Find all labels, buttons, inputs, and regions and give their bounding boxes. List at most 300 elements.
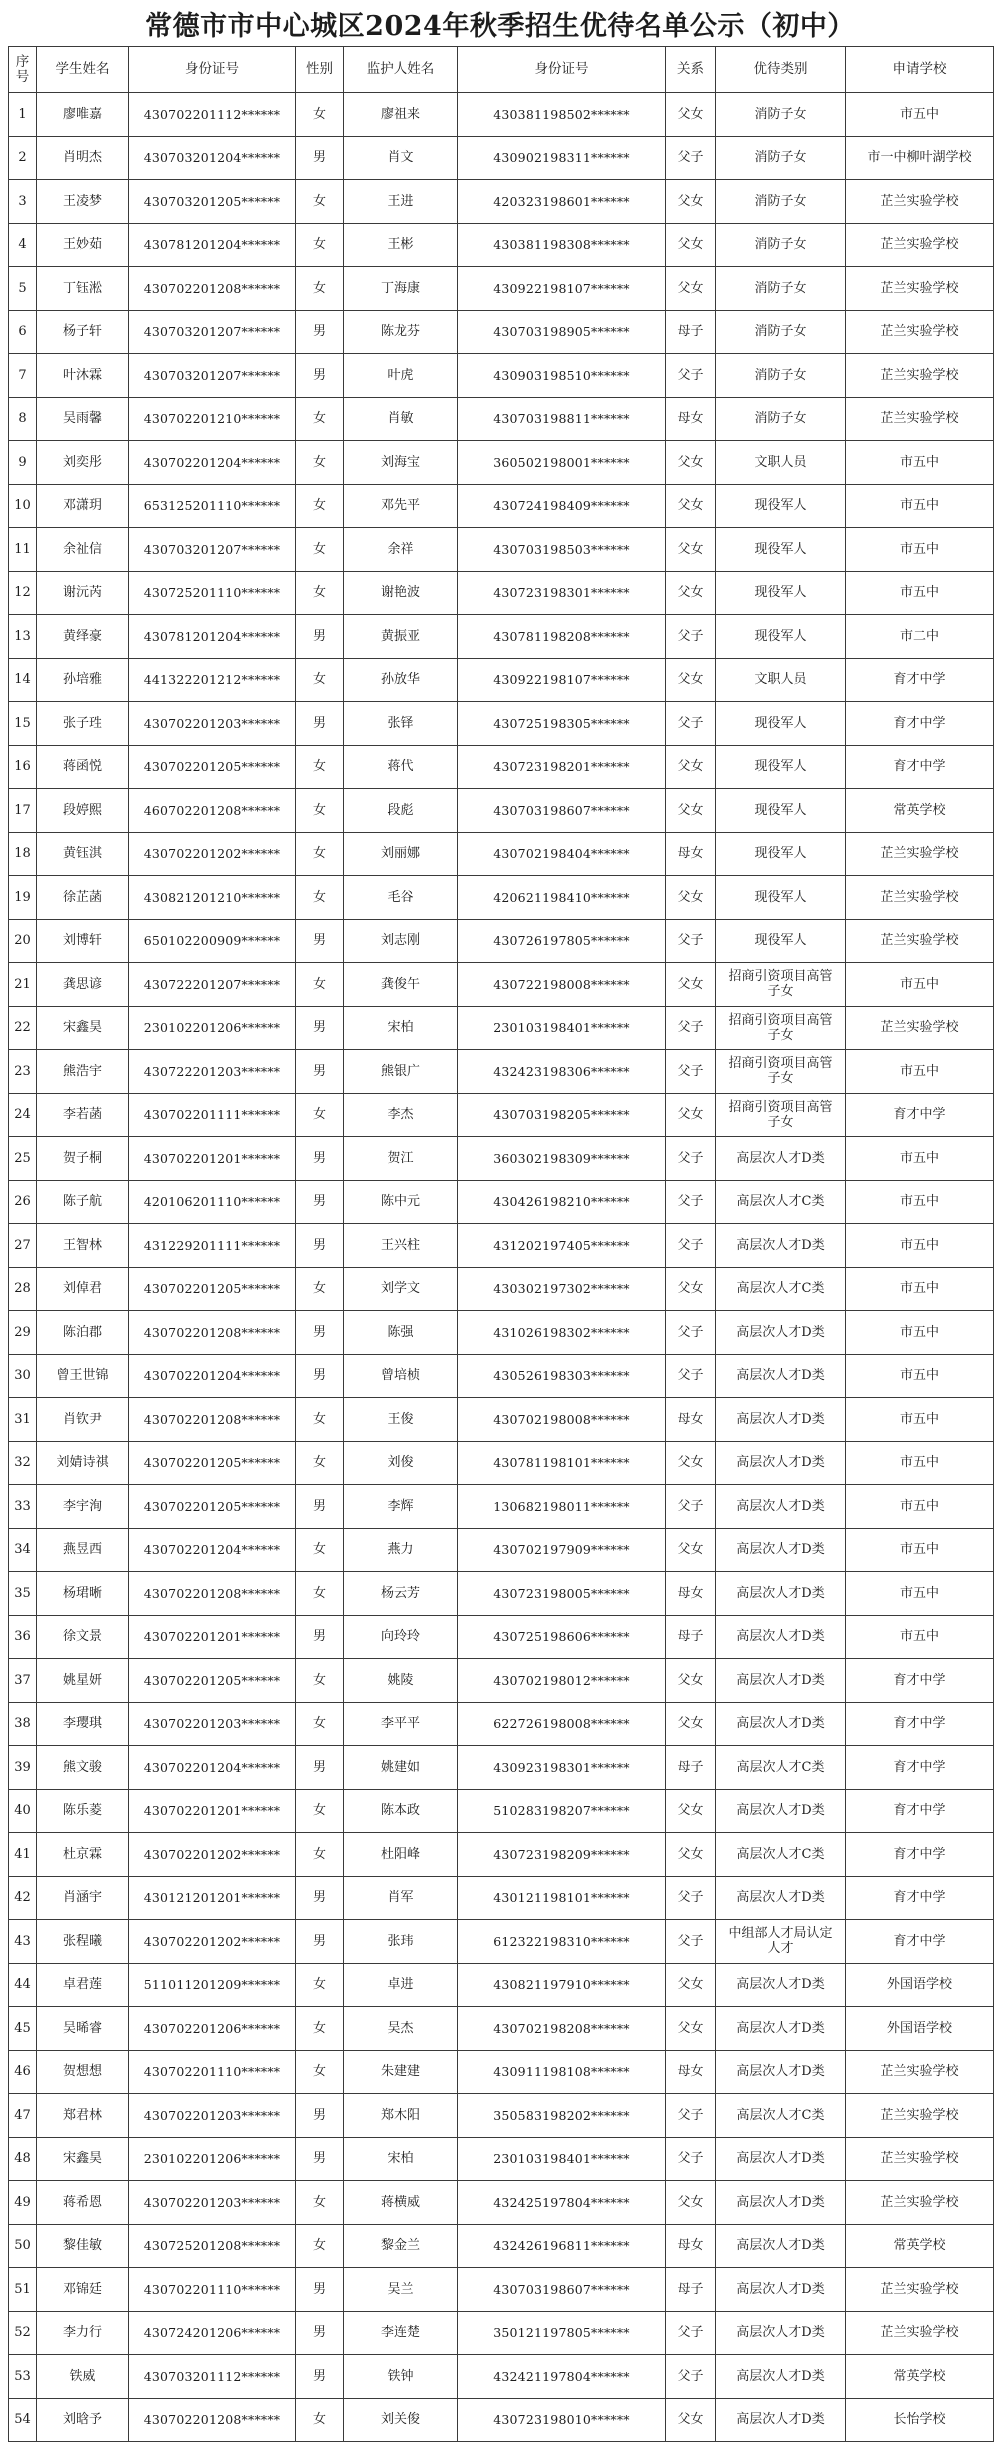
table-row xyxy=(9,1485,994,1529)
cell-guardian-id: 360502198001****** xyxy=(458,441,666,485)
cell-category: 消防子女 xyxy=(716,267,846,311)
cell-gender: 男 xyxy=(296,1485,344,1529)
cell-guardian-id: 622726198008****** xyxy=(458,1703,666,1747)
cell-gender: 女 xyxy=(296,876,344,920)
cell-school: 市五中 xyxy=(846,572,994,616)
cell-row-number: 24 xyxy=(9,1094,37,1138)
table-row xyxy=(9,2355,994,2399)
cell-relation: 父女 xyxy=(666,1659,716,1703)
cell-gender: 男 xyxy=(296,1050,344,1094)
cell-row-number: 48 xyxy=(9,2138,37,2182)
cell-guardian-name: 刘志刚 xyxy=(344,920,458,964)
cell-relation: 父子 xyxy=(666,2138,716,2182)
cell-relation: 父女 xyxy=(666,224,716,268)
cell-gender: 男 xyxy=(296,1311,344,1355)
cell-category: 高层次人才D类 xyxy=(716,2007,846,2051)
cell-row-number: 10 xyxy=(9,485,37,529)
cell-student-name: 余祉信 xyxy=(37,528,129,572)
cell-student-name: 宋鑫昊 xyxy=(37,1007,129,1051)
cell-guardian-id: 350583198202****** xyxy=(458,2094,666,2138)
cell-school: 常英学校 xyxy=(846,789,994,833)
cell-category: 高层次人才D类 xyxy=(716,1485,846,1529)
cell-row-number: 17 xyxy=(9,789,37,833)
cell-student-id: 230102201206****** xyxy=(129,1007,296,1051)
cell-student-id: 430821201210****** xyxy=(129,876,296,920)
cell-relation: 父子 xyxy=(666,702,716,746)
cell-school: 芷兰实验学校 xyxy=(846,2051,994,2095)
cell-student-id: 430702201208****** xyxy=(129,267,296,311)
cell-category: 消防子女 xyxy=(716,180,846,224)
cell-gender: 男 xyxy=(296,2138,344,2182)
cell-row-number: 15 xyxy=(9,702,37,746)
cell-gender: 女 xyxy=(296,1398,344,1442)
table-row xyxy=(9,1094,994,1138)
cell-gender: 女 xyxy=(296,1964,344,2008)
table-row xyxy=(9,137,994,181)
cell-gender: 男 xyxy=(296,2268,344,2312)
table-row xyxy=(9,833,994,877)
table-row xyxy=(9,485,994,529)
cell-student-name: 廖唯嘉 xyxy=(37,93,129,137)
cell-school: 芷兰实验学校 xyxy=(846,2268,994,2312)
cell-student-id: 430702201208****** xyxy=(129,2399,296,2443)
cell-category: 高层次人才C类 xyxy=(716,1833,846,1877)
cell-guardian-name: 蒋横威 xyxy=(344,2181,458,2225)
cell-relation: 父女 xyxy=(666,2007,716,2051)
cell-student-name: 吴晞睿 xyxy=(37,2007,129,2051)
cell-student-name: 铁威 xyxy=(37,2355,129,2399)
cell-guardian-name: 宋柏 xyxy=(344,1007,458,1051)
cell-relation: 父女 xyxy=(666,2181,716,2225)
cell-school: 芷兰实验学校 xyxy=(846,2181,994,2225)
cell-guardian-id: 430703198811****** xyxy=(458,398,666,442)
cell-student-name: 肖涵宇 xyxy=(37,1877,129,1921)
cell-guardian-name: 张铎 xyxy=(344,702,458,746)
cell-category: 消防子女 xyxy=(716,93,846,137)
cell-row-number: 54 xyxy=(9,2399,37,2443)
cell-relation: 母女 xyxy=(666,2225,716,2269)
table-row xyxy=(9,2051,994,2095)
cell-category: 现役军人 xyxy=(716,833,846,877)
table-row xyxy=(9,1311,994,1355)
cell-guardian-id: 432426196811****** xyxy=(458,2225,666,2269)
cell-school: 市五中 xyxy=(846,441,994,485)
cell-guardian-name: 刘海宝 xyxy=(344,441,458,485)
cell-relation: 父子 xyxy=(666,2355,716,2399)
column-header-school: 申请学校 xyxy=(846,47,994,93)
cell-category: 高层次人才D类 xyxy=(716,2399,846,2443)
column-header-relation: 关系 xyxy=(666,47,716,93)
cell-category: 高层次人才D类 xyxy=(716,1529,846,1573)
cell-guardian-id: 432421197804****** xyxy=(458,2355,666,2399)
cell-student-id: 511011201209****** xyxy=(129,1964,296,2008)
cell-school: 芷兰实验学校 xyxy=(846,833,994,877)
cell-school: 育才中学 xyxy=(846,1790,994,1834)
cell-guardian-name: 李连楚 xyxy=(344,2312,458,2356)
cell-category: 现役军人 xyxy=(716,615,846,659)
cell-student-name: 邓锦廷 xyxy=(37,2268,129,2312)
cell-student-id: 430781201204****** xyxy=(129,224,296,268)
column-header-guardian-name: 监护人姓名 xyxy=(344,47,458,93)
table-row xyxy=(9,1355,994,1399)
cell-category: 高层次人才D类 xyxy=(716,2268,846,2312)
cell-guardian-name: 余祥 xyxy=(344,528,458,572)
cell-guardian-name: 王彬 xyxy=(344,224,458,268)
cell-gender: 女 xyxy=(296,1268,344,1312)
cell-relation: 父女 xyxy=(666,1442,716,1486)
cell-category: 现役军人 xyxy=(716,746,846,790)
cell-guardian-name: 毛谷 xyxy=(344,876,458,920)
cell-row-number: 28 xyxy=(9,1268,37,1312)
cell-school: 市五中 xyxy=(846,1050,994,1094)
table-row xyxy=(9,615,994,659)
cell-category: 高层次人才C类 xyxy=(716,1746,846,1790)
column-header-category: 优待类别 xyxy=(716,47,846,93)
cell-school: 市一中柳叶湖学校 xyxy=(846,137,994,181)
cell-guardian-name: 李平平 xyxy=(344,1703,458,1747)
cell-row-number: 2 xyxy=(9,137,37,181)
cell-student-id: 430121201201****** xyxy=(129,1877,296,1921)
cell-row-number: 12 xyxy=(9,572,37,616)
cell-gender: 女 xyxy=(296,659,344,703)
cell-category: 高层次人才D类 xyxy=(716,1355,846,1399)
table-row xyxy=(9,1790,994,1834)
cell-guardian-name: 肖敏 xyxy=(344,398,458,442)
cell-guardian-id: 430702198012****** xyxy=(458,1659,666,1703)
cell-student-id: 430702201201****** xyxy=(129,1790,296,1834)
cell-student-id: 430702201204****** xyxy=(129,441,296,485)
cell-category: 现役军人 xyxy=(716,572,846,616)
table-row xyxy=(9,180,994,224)
cell-student-id: 430702201205****** xyxy=(129,746,296,790)
cell-guardian-name: 卓进 xyxy=(344,1964,458,2008)
cell-category: 现役军人 xyxy=(716,702,846,746)
cell-student-name: 吴雨馨 xyxy=(37,398,129,442)
cell-student-name: 杨珺晰 xyxy=(37,1572,129,1616)
cell-row-number: 51 xyxy=(9,2268,37,2312)
cell-row-number: 21 xyxy=(9,963,37,1007)
cell-relation: 父女 xyxy=(666,659,716,703)
cell-student-id: 430703201112****** xyxy=(129,2355,296,2399)
cell-gender: 男 xyxy=(296,2355,344,2399)
cell-relation: 父子 xyxy=(666,1311,716,1355)
cell-guardian-name: 陈本政 xyxy=(344,1790,458,1834)
cell-row-number: 13 xyxy=(9,615,37,659)
cell-relation: 父女 xyxy=(666,180,716,224)
cell-guardian-id: 430722198008****** xyxy=(458,963,666,1007)
cell-school: 市五中 xyxy=(846,1355,994,1399)
cell-category: 高层次人才D类 xyxy=(716,1442,846,1486)
cell-category: 高层次人才D类 xyxy=(716,2225,846,2269)
cell-school: 市五中 xyxy=(846,1398,994,1442)
cell-school: 常英学校 xyxy=(846,2355,994,2399)
cell-guardian-name: 姚建如 xyxy=(344,1746,458,1790)
cell-student-name: 熊浩宇 xyxy=(37,1050,129,1094)
cell-student-id: 430702201203****** xyxy=(129,702,296,746)
cell-row-number: 6 xyxy=(9,311,37,355)
cell-row-number: 37 xyxy=(9,1659,37,1703)
column-header-number: 序号 xyxy=(9,47,37,93)
cell-student-name: 黄绎豪 xyxy=(37,615,129,659)
cell-guardian-id: 430723198301****** xyxy=(458,572,666,616)
cell-relation: 父子 xyxy=(666,1181,716,1225)
cell-student-name: 杜京霖 xyxy=(37,1833,129,1877)
cell-category: 高层次人才D类 xyxy=(716,1790,846,1834)
cell-school: 市五中 xyxy=(846,1485,994,1529)
cell-student-name: 刘博轩 xyxy=(37,920,129,964)
cell-guardian-name: 杨云芳 xyxy=(344,1572,458,1616)
cell-student-name: 王妙茹 xyxy=(37,224,129,268)
cell-guardian-name: 贺江 xyxy=(344,1137,458,1181)
cell-row-number: 44 xyxy=(9,1964,37,2008)
cell-student-name: 黄钰淇 xyxy=(37,833,129,877)
cell-relation: 父女 xyxy=(666,1790,716,1834)
cell-category: 中组部人才局认定人才 xyxy=(716,1920,846,1964)
table-row xyxy=(9,1050,994,1094)
cell-guardian-name: 刘丽娜 xyxy=(344,833,458,877)
cell-school: 市五中 xyxy=(846,1137,994,1181)
cell-relation: 母女 xyxy=(666,833,716,877)
cell-school: 育才中学 xyxy=(846,1703,994,1747)
cell-relation: 父子 xyxy=(666,1877,716,1921)
table-row xyxy=(9,1529,994,1573)
cell-gender: 男 xyxy=(296,1181,344,1225)
cell-relation: 父女 xyxy=(666,528,716,572)
cell-relation: 父子 xyxy=(666,1920,716,1964)
cell-guardian-name: 叶虎 xyxy=(344,354,458,398)
table-row xyxy=(9,224,994,268)
cell-category: 现役军人 xyxy=(716,485,846,529)
cell-student-id: 430702201205****** xyxy=(129,1268,296,1312)
cell-guardian-name: 刘关俊 xyxy=(344,2399,458,2443)
cell-category: 高层次人才D类 xyxy=(716,1877,846,1921)
cell-relation: 母女 xyxy=(666,2051,716,2095)
cell-gender: 女 xyxy=(296,1529,344,1573)
cell-guardian-id: 430821197910****** xyxy=(458,1964,666,2008)
cell-category: 高层次人才D类 xyxy=(716,2355,846,2399)
cell-row-number: 1 xyxy=(9,93,37,137)
cell-school: 市五中 xyxy=(846,1311,994,1355)
cell-gender: 女 xyxy=(296,1703,344,1747)
column-header-guardian-id: 身份证号 xyxy=(458,47,666,93)
cell-student-name: 黎佳敏 xyxy=(37,2225,129,2269)
cell-category: 高层次人才C类 xyxy=(716,1268,846,1312)
cell-student-name: 邓潇玥 xyxy=(37,485,129,529)
cell-guardian-id: 430725198305****** xyxy=(458,702,666,746)
cell-student-id: 430703201207****** xyxy=(129,528,296,572)
cell-student-id: 430702201201****** xyxy=(129,1137,296,1181)
cell-guardian-id: 430723198201****** xyxy=(458,746,666,790)
cell-relation: 母子 xyxy=(666,1746,716,1790)
cell-gender: 女 xyxy=(296,833,344,877)
cell-row-number: 8 xyxy=(9,398,37,442)
cell-guardian-id: 430781198101****** xyxy=(458,1442,666,1486)
cell-school: 市五中 xyxy=(846,1529,994,1573)
cell-row-number: 32 xyxy=(9,1442,37,1486)
cell-student-name: 肖钦尹 xyxy=(37,1398,129,1442)
cell-relation: 父女 xyxy=(666,441,716,485)
cell-school: 市五中 xyxy=(846,1616,994,1660)
cell-student-name: 张子珄 xyxy=(37,702,129,746)
cell-school: 市五中 xyxy=(846,528,994,572)
cell-school: 市五中 xyxy=(846,1181,994,1225)
cell-student-id: 653125201110****** xyxy=(129,485,296,529)
cell-student-name: 陈泊郡 xyxy=(37,1311,129,1355)
cell-school: 市五中 xyxy=(846,963,994,1007)
cell-student-id: 430702201205****** xyxy=(129,1442,296,1486)
table-row xyxy=(9,2399,994,2443)
cell-gender: 男 xyxy=(296,1355,344,1399)
cell-row-number: 4 xyxy=(9,224,37,268)
cell-student-name: 龚思谚 xyxy=(37,963,129,1007)
table-row xyxy=(9,876,994,920)
cell-guardian-id: 430781198208****** xyxy=(458,615,666,659)
cell-student-name: 蒋希恩 xyxy=(37,2181,129,2225)
cell-student-name: 贺想想 xyxy=(37,2051,129,2095)
table-header-row xyxy=(9,47,994,93)
cell-row-number: 22 xyxy=(9,1007,37,1051)
cell-category: 消防子女 xyxy=(716,354,846,398)
cell-category: 高层次人才D类 xyxy=(716,1572,846,1616)
cell-guardian-id: 430302197302****** xyxy=(458,1268,666,1312)
table-row xyxy=(9,528,994,572)
cell-guardian-name: 黄振亚 xyxy=(344,615,458,659)
cell-row-number: 42 xyxy=(9,1877,37,1921)
cell-school: 市五中 xyxy=(846,1572,994,1616)
cell-student-id: 430702201205****** xyxy=(129,1659,296,1703)
cell-gender: 女 xyxy=(296,963,344,1007)
cell-gender: 男 xyxy=(296,1616,344,1660)
cell-student-name: 郑君林 xyxy=(37,2094,129,2138)
cell-student-id: 430702201210****** xyxy=(129,398,296,442)
cell-student-name: 熊文骏 xyxy=(37,1746,129,1790)
cell-row-number: 25 xyxy=(9,1137,37,1181)
cell-row-number: 52 xyxy=(9,2312,37,2356)
table-row xyxy=(9,1007,994,1051)
cell-school: 市五中 xyxy=(846,485,994,529)
table-row xyxy=(9,659,994,703)
cell-school: 芷兰实验学校 xyxy=(846,224,994,268)
cell-category: 高层次人才D类 xyxy=(716,2312,846,2356)
cell-row-number: 30 xyxy=(9,1355,37,1399)
cell-student-name: 燕昱西 xyxy=(37,1529,129,1573)
cell-row-number: 49 xyxy=(9,2181,37,2225)
cell-relation: 父子 xyxy=(666,354,716,398)
cell-relation: 母子 xyxy=(666,1616,716,1660)
cell-relation: 母子 xyxy=(666,311,716,355)
cell-relation: 父女 xyxy=(666,1833,716,1877)
cell-category: 消防子女 xyxy=(716,137,846,181)
cell-student-id: 430703201207****** xyxy=(129,354,296,398)
table-row xyxy=(9,311,994,355)
table-row xyxy=(9,1964,994,2008)
cell-student-id: 430702201208****** xyxy=(129,1311,296,1355)
cell-student-id: 460702201208****** xyxy=(129,789,296,833)
cell-guardian-id: 430426198210****** xyxy=(458,1181,666,1225)
cell-student-name: 李宇洵 xyxy=(37,1485,129,1529)
cell-guardian-name: 蒋代 xyxy=(344,746,458,790)
cell-guardian-id: 432423198306****** xyxy=(458,1050,666,1094)
cell-guardian-id: 431202197405****** xyxy=(458,1224,666,1268)
cell-student-name: 段婷熙 xyxy=(37,789,129,833)
cell-guardian-id: 430903198510****** xyxy=(458,354,666,398)
cell-guardian-name: 肖文 xyxy=(344,137,458,181)
cell-guardian-name: 姚陵 xyxy=(344,1659,458,1703)
cell-guardian-id: 430381198308****** xyxy=(458,224,666,268)
cell-relation: 父女 xyxy=(666,1268,716,1312)
cell-category: 招商引资项目高管子女 xyxy=(716,1007,846,1051)
cell-student-id: 441322201212****** xyxy=(129,659,296,703)
cell-student-id: 230102201206****** xyxy=(129,2138,296,2182)
cell-gender: 男 xyxy=(296,1877,344,1921)
cell-guardian-id: 430702198008****** xyxy=(458,1398,666,1442)
table-row xyxy=(9,1268,994,1312)
cell-guardian-id: 430703198503****** xyxy=(458,528,666,572)
cell-student-name: 陈子航 xyxy=(37,1181,129,1225)
cell-row-number: 53 xyxy=(9,2355,37,2399)
cell-student-id: 430702201208****** xyxy=(129,1398,296,1442)
cell-school: 育才中学 xyxy=(846,1094,994,1138)
cell-gender: 女 xyxy=(296,2399,344,2443)
table-body xyxy=(9,93,994,2442)
table-row xyxy=(9,2007,994,2051)
cell-relation: 父女 xyxy=(666,789,716,833)
cell-relation: 父女 xyxy=(666,876,716,920)
cell-relation: 父女 xyxy=(666,93,716,137)
cell-guardian-id: 430922198107****** xyxy=(458,267,666,311)
cell-school: 育才中学 xyxy=(846,1920,994,1964)
cell-row-number: 9 xyxy=(9,441,37,485)
cell-student-name: 叶沐霖 xyxy=(37,354,129,398)
cell-relation: 父子 xyxy=(666,615,716,659)
cell-student-name: 徐芷菡 xyxy=(37,876,129,920)
cell-relation: 父女 xyxy=(666,1964,716,2008)
cell-student-name: 姚星妍 xyxy=(37,1659,129,1703)
cell-guardian-id: 230103198401****** xyxy=(458,1007,666,1051)
cell-guardian-name: 肖军 xyxy=(344,1877,458,1921)
cell-guardian-name: 李辉 xyxy=(344,1485,458,1529)
table-row xyxy=(9,93,994,137)
cell-category: 现役军人 xyxy=(716,876,846,920)
cell-student-name: 肖明杰 xyxy=(37,137,129,181)
cell-category: 文职人员 xyxy=(716,659,846,703)
cell-school: 市五中 xyxy=(846,1268,994,1312)
cell-school: 芷兰实验学校 xyxy=(846,1007,994,1051)
table-row xyxy=(9,1442,994,1486)
cell-guardian-id: 430121198101****** xyxy=(458,1877,666,1921)
cell-relation: 母女 xyxy=(666,1398,716,1442)
cell-guardian-id: 612322198310****** xyxy=(458,1920,666,1964)
cell-category: 高层次人才C类 xyxy=(716,2094,846,2138)
cell-gender: 男 xyxy=(296,1137,344,1181)
cell-gender: 女 xyxy=(296,2051,344,2095)
table-row xyxy=(9,441,994,485)
cell-student-name: 宋鑫昊 xyxy=(37,2138,129,2182)
cell-category: 高层次人才D类 xyxy=(716,1616,846,1660)
cell-gender: 男 xyxy=(296,615,344,659)
table-row xyxy=(9,2138,994,2182)
cell-row-number: 38 xyxy=(9,1703,37,1747)
cell-guardian-id: 430703198905****** xyxy=(458,311,666,355)
table-row xyxy=(9,789,994,833)
cell-school: 芷兰实验学校 xyxy=(846,354,994,398)
cell-student-id: 430702201204****** xyxy=(129,1355,296,1399)
cell-gender: 男 xyxy=(296,1007,344,1051)
cell-student-name: 王凌梦 xyxy=(37,180,129,224)
cell-student-name: 李力行 xyxy=(37,2312,129,2356)
cell-relation: 父子 xyxy=(666,2312,716,2356)
cell-guardian-id: 430723198209****** xyxy=(458,1833,666,1877)
